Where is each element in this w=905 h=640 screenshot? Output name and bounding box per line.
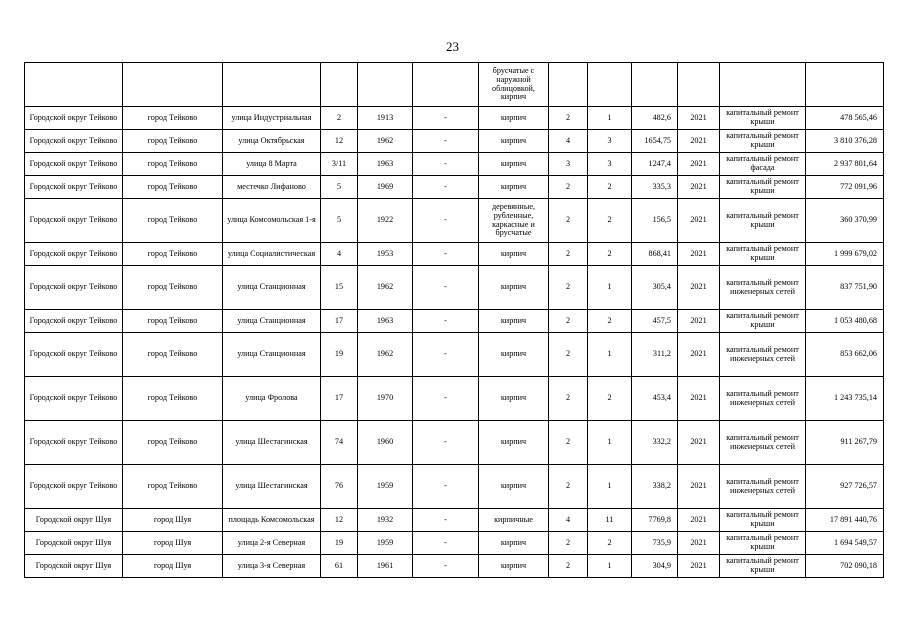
cell-year-commissioned: - — [413, 532, 479, 555]
cell-municipality: Городской округ Тейково — [25, 176, 123, 199]
cell-wall-material: кирпич — [479, 153, 549, 176]
table-row — [25, 421, 884, 465]
table-row — [25, 199, 884, 243]
cell-street: улица Шестагинская — [223, 421, 321, 465]
cell-settlement: город Шуя — [123, 509, 223, 532]
cell-year-planned: 2021 — [678, 266, 720, 310]
cell-street — [223, 63, 321, 107]
cell-municipality: Городской округ Тейково — [25, 199, 123, 243]
cell-street: улица Шестагинская — [223, 465, 321, 509]
cell-year-commissioned: - — [413, 377, 479, 421]
cell-year-commissioned: - — [413, 333, 479, 377]
cell-cost: 772 091,96 — [806, 176, 884, 199]
cell-area: 868,41 — [632, 243, 678, 266]
cell-area: 304,9 — [632, 555, 678, 578]
cell-house-number: 12 — [321, 509, 358, 532]
cell-entrances: 1 — [588, 333, 632, 377]
cell-year-commissioned: - — [413, 199, 479, 243]
cell-area: 335,3 — [632, 176, 678, 199]
table-body — [25, 63, 884, 578]
cell-year-planned: 2021 — [678, 465, 720, 509]
cell-cost: 1 243 735,14 — [806, 377, 884, 421]
cell-area: 457,5 — [632, 310, 678, 333]
table-row — [25, 310, 884, 333]
housing-repair-table — [24, 62, 884, 578]
cell-house-number: 17 — [321, 377, 358, 421]
cell-municipality: Городской округ Тейково — [25, 243, 123, 266]
cell-entrances: 11 — [588, 509, 632, 532]
cell-year-planned: 2021 — [678, 555, 720, 578]
cell-municipality: Городской округ Тейково — [25, 107, 123, 130]
cell-house-number: 12 — [321, 130, 358, 153]
cell-house-number: 74 — [321, 421, 358, 465]
cell-year-built: 1913 — [358, 107, 413, 130]
table-row — [25, 266, 884, 310]
cell-settlement: город Тейково — [123, 199, 223, 243]
cell-year-built — [358, 63, 413, 107]
cell-cost: 1 053 480,68 — [806, 310, 884, 333]
cell-entrances: 2 — [588, 243, 632, 266]
cell-floors: 2 — [549, 310, 588, 333]
cell-house-number: 2 — [321, 107, 358, 130]
cell-year-built: 1953 — [358, 243, 413, 266]
cell-wall-material: кирпич — [479, 266, 549, 310]
cell-entrances: 1 — [588, 555, 632, 578]
cell-year-planned: 2021 — [678, 532, 720, 555]
cell-year-planned: 2021 — [678, 243, 720, 266]
cell-settlement: город Тейково — [123, 153, 223, 176]
cell-year-commissioned: - — [413, 555, 479, 578]
cell-year-built: 1969 — [358, 176, 413, 199]
cell-house-number: 19 — [321, 333, 358, 377]
cell-year-planned: 2021 — [678, 176, 720, 199]
cell-floors — [549, 63, 588, 107]
cell-cost: 1 999 679,02 — [806, 243, 884, 266]
cell-work-type: капитальный ремонт крыши — [720, 176, 806, 199]
cell-settlement: город Тейково — [123, 176, 223, 199]
cell-street: улица 3-я Северная — [223, 555, 321, 578]
table-row — [25, 555, 884, 578]
cell-entrances: 2 — [588, 532, 632, 555]
table-row — [25, 107, 884, 130]
cell-settlement: город Тейково — [123, 465, 223, 509]
cell-year-commissioned: - — [413, 310, 479, 333]
cell-year-commissioned: - — [413, 465, 479, 509]
cell-year-commissioned: - — [413, 421, 479, 465]
cell-entrances: 2 — [588, 377, 632, 421]
table-row — [25, 63, 884, 107]
cell-wall-material: кирпич — [479, 176, 549, 199]
cell-year-built: 1960 — [358, 421, 413, 465]
cell-work-type — [720, 63, 806, 107]
cell-floors: 4 — [549, 130, 588, 153]
cell-work-type: капитальный ремонт крыши — [720, 509, 806, 532]
cell-floors: 2 — [549, 333, 588, 377]
cell-wall-material: кирпич — [479, 243, 549, 266]
cell-municipality: Городской округ Тейково — [25, 153, 123, 176]
cell-street: площадь Комсомольская — [223, 509, 321, 532]
cell-entrances: 2 — [588, 176, 632, 199]
cell-municipality: Городской округ Шуя — [25, 532, 123, 555]
cell-street: улица Социалистическая — [223, 243, 321, 266]
cell-year-built: 1932 — [358, 509, 413, 532]
cell-year-built: 1963 — [358, 153, 413, 176]
table-row — [25, 509, 884, 532]
cell-house-number: 76 — [321, 465, 358, 509]
cell-area: 338,2 — [632, 465, 678, 509]
cell-house-number: 19 — [321, 532, 358, 555]
cell-wall-material: кирпич — [479, 465, 549, 509]
cell-floors: 2 — [549, 465, 588, 509]
cell-municipality: Городской округ Тейково — [25, 465, 123, 509]
cell-work-type: капитальный ремонт инженерных сетей — [720, 465, 806, 509]
cell-street: улица 2-я Северная — [223, 532, 321, 555]
cell-settlement: город Тейково — [123, 243, 223, 266]
cell-work-type: капитальный ремонт крыши — [720, 130, 806, 153]
cell-entrances: 3 — [588, 130, 632, 153]
cell-work-type: капитальный ремонт инженерных сетей — [720, 377, 806, 421]
cell-year-built: 1970 — [358, 377, 413, 421]
cell-year-built: 1962 — [358, 130, 413, 153]
cell-year-planned: 2021 — [678, 310, 720, 333]
cell-wall-material: кирпичные — [479, 509, 549, 532]
cell-street: улица Станционная — [223, 266, 321, 310]
cell-work-type: капитальный ремонт крыши — [720, 199, 806, 243]
table-row — [25, 465, 884, 509]
cell-floors: 2 — [549, 199, 588, 243]
cell-house-number: 5 — [321, 199, 358, 243]
cell-area: 332,2 — [632, 421, 678, 465]
cell-entrances: 1 — [588, 421, 632, 465]
cell-house-number: 3/11 — [321, 153, 358, 176]
table-row — [25, 153, 884, 176]
cell-year-commissioned: - — [413, 243, 479, 266]
cell-year-planned: 2021 — [678, 130, 720, 153]
cell-street: улица Индустриальная — [223, 107, 321, 130]
cell-wall-material: кирпич — [479, 310, 549, 333]
cell-cost: 853 662,06 — [806, 333, 884, 377]
cell-floors: 2 — [549, 532, 588, 555]
cell-municipality: Городской округ Шуя — [25, 509, 123, 532]
cell-area: 156,5 — [632, 199, 678, 243]
cell-municipality: Городской округ Тейково — [25, 333, 123, 377]
cell-floors: 2 — [549, 243, 588, 266]
cell-area: 735,9 — [632, 532, 678, 555]
page-number: 23 — [446, 39, 459, 54]
cell-work-type: капитальный ремонт крыши — [720, 555, 806, 578]
cell-entrances: 1 — [588, 107, 632, 130]
cell-wall-material: кирпич — [479, 130, 549, 153]
cell-settlement: город Шуя — [123, 532, 223, 555]
cell-entrances: 1 — [588, 465, 632, 509]
cell-area: 7769,8 — [632, 509, 678, 532]
cell-entrances: 2 — [588, 310, 632, 333]
cell-year-commissioned — [413, 63, 479, 107]
cell-year-planned: 2021 — [678, 107, 720, 130]
cell-year-built: 1963 — [358, 310, 413, 333]
cell-year-built: 1962 — [358, 266, 413, 310]
cell-settlement: город Тейково — [123, 107, 223, 130]
cell-area: 311,2 — [632, 333, 678, 377]
cell-settlement: город Шуя — [123, 555, 223, 578]
cell-year-commissioned: - — [413, 107, 479, 130]
cell-area: 453,4 — [632, 377, 678, 421]
cell-floors: 2 — [549, 266, 588, 310]
cell-house-number: 15 — [321, 266, 358, 310]
cell-work-type: капитальный ремонт крыши — [720, 107, 806, 130]
cell-cost: 2 937 801,64 — [806, 153, 884, 176]
cell-year-built: 1961 — [358, 555, 413, 578]
cell-floors: 2 — [549, 377, 588, 421]
cell-municipality: Городской округ Тейково — [25, 266, 123, 310]
cell-year-built: 1959 — [358, 465, 413, 509]
cell-entrances — [588, 63, 632, 107]
cell-floors: 2 — [549, 421, 588, 465]
cell-cost: 17 891 440,76 — [806, 509, 884, 532]
cell-area: 1654,75 — [632, 130, 678, 153]
cell-work-type: капитальный ремонт инженерных сетей — [720, 333, 806, 377]
cell-year-planned: 2021 — [678, 199, 720, 243]
cell-entrances: 1 — [588, 266, 632, 310]
cell-wall-material: кирпич — [479, 107, 549, 130]
cell-year-planned: 2021 — [678, 377, 720, 421]
table-row — [25, 377, 884, 421]
cell-wall-material: кирпич — [479, 555, 549, 578]
cell-cost — [806, 63, 884, 107]
cell-street: улица 8 Марта — [223, 153, 321, 176]
cell-municipality: Городской округ Тейково — [25, 377, 123, 421]
cell-municipality: Городской округ Тейково — [25, 310, 123, 333]
cell-cost: 911 267,79 — [806, 421, 884, 465]
cell-street: улица Октябрьская — [223, 130, 321, 153]
table-row — [25, 532, 884, 555]
cell-cost: 837 751,90 — [806, 266, 884, 310]
cell-house-number — [321, 63, 358, 107]
cell-municipality: Городской округ Шуя — [25, 555, 123, 578]
cell-wall-material: кирпич — [479, 377, 549, 421]
cell-year-commissioned: - — [413, 130, 479, 153]
cell-area — [632, 63, 678, 107]
cell-year-planned: 2021 — [678, 509, 720, 532]
cell-wall-material: кирпич — [479, 532, 549, 555]
cell-year-built: 1922 — [358, 199, 413, 243]
cell-work-type: капитальный ремонт крыши — [720, 532, 806, 555]
cell-settlement: город Тейково — [123, 421, 223, 465]
cell-settlement: город Тейково — [123, 266, 223, 310]
cell-work-type: капитальный ремонт фасада — [720, 153, 806, 176]
cell-year-planned — [678, 63, 720, 107]
cell-entrances: 2 — [588, 199, 632, 243]
cell-house-number: 5 — [321, 176, 358, 199]
cell-settlement: город Тейково — [123, 310, 223, 333]
cell-municipality — [25, 63, 123, 107]
cell-floors: 2 — [549, 176, 588, 199]
cell-street: улица Фролова — [223, 377, 321, 421]
cell-municipality: Городской округ Тейково — [25, 130, 123, 153]
cell-settlement: город Тейково — [123, 130, 223, 153]
cell-year-commissioned: - — [413, 266, 479, 310]
cell-cost: 360 370,99 — [806, 199, 884, 243]
cell-wall-material: деревянные, рубленные, каркасные и брусчатые — [479, 199, 549, 243]
cell-municipality: Городской округ Тейково — [25, 421, 123, 465]
cell-entrances: 3 — [588, 153, 632, 176]
cell-year-commissioned: - — [413, 509, 479, 532]
cell-street: улица Станционная — [223, 310, 321, 333]
cell-floors: 2 — [549, 555, 588, 578]
cell-street: улица Станционная — [223, 333, 321, 377]
cell-area: 1247,4 — [632, 153, 678, 176]
cell-work-type: капитальный ремонт инженерных сетей — [720, 421, 806, 465]
cell-work-type: капитальный ремонт крыши — [720, 243, 806, 266]
cell-settlement: город Тейково — [123, 377, 223, 421]
cell-area: 305,4 — [632, 266, 678, 310]
cell-house-number: 61 — [321, 555, 358, 578]
cell-year-commissioned: - — [413, 153, 479, 176]
table-row — [25, 130, 884, 153]
cell-house-number: 17 — [321, 310, 358, 333]
cell-area: 482,6 — [632, 107, 678, 130]
cell-cost: 1 694 549,57 — [806, 532, 884, 555]
cell-cost: 702 090,18 — [806, 555, 884, 578]
cell-floors: 3 — [549, 153, 588, 176]
cell-cost: 478 565,46 — [806, 107, 884, 130]
cell-street: местечко Лифаново — [223, 176, 321, 199]
cell-cost: 3 810 376,28 — [806, 130, 884, 153]
cell-wall-material: кирпич — [479, 333, 549, 377]
cell-year-commissioned: - — [413, 176, 479, 199]
cell-house-number: 4 — [321, 243, 358, 266]
cell-settlement — [123, 63, 223, 107]
cell-year-built: 1962 — [358, 333, 413, 377]
cell-floors: 2 — [549, 107, 588, 130]
cell-street: улица Комсомольская 1-я — [223, 199, 321, 243]
table-row — [25, 243, 884, 266]
cell-work-type: капитальный ремонт инженерных сетей — [720, 266, 806, 310]
cell-wall-material: кирпич — [479, 421, 549, 465]
cell-year-planned: 2021 — [678, 153, 720, 176]
cell-wall-material: брусчатые с наружной облицовкой, кирпич — [479, 63, 549, 107]
cell-settlement: город Тейково — [123, 333, 223, 377]
cell-year-built: 1959 — [358, 532, 413, 555]
cell-year-planned: 2021 — [678, 421, 720, 465]
cell-cost: 927 726,57 — [806, 465, 884, 509]
table-row — [25, 333, 884, 377]
cell-floors: 4 — [549, 509, 588, 532]
cell-year-planned: 2021 — [678, 333, 720, 377]
cell-work-type: капитальный ремонт крыши — [720, 310, 806, 333]
table-row — [25, 176, 884, 199]
